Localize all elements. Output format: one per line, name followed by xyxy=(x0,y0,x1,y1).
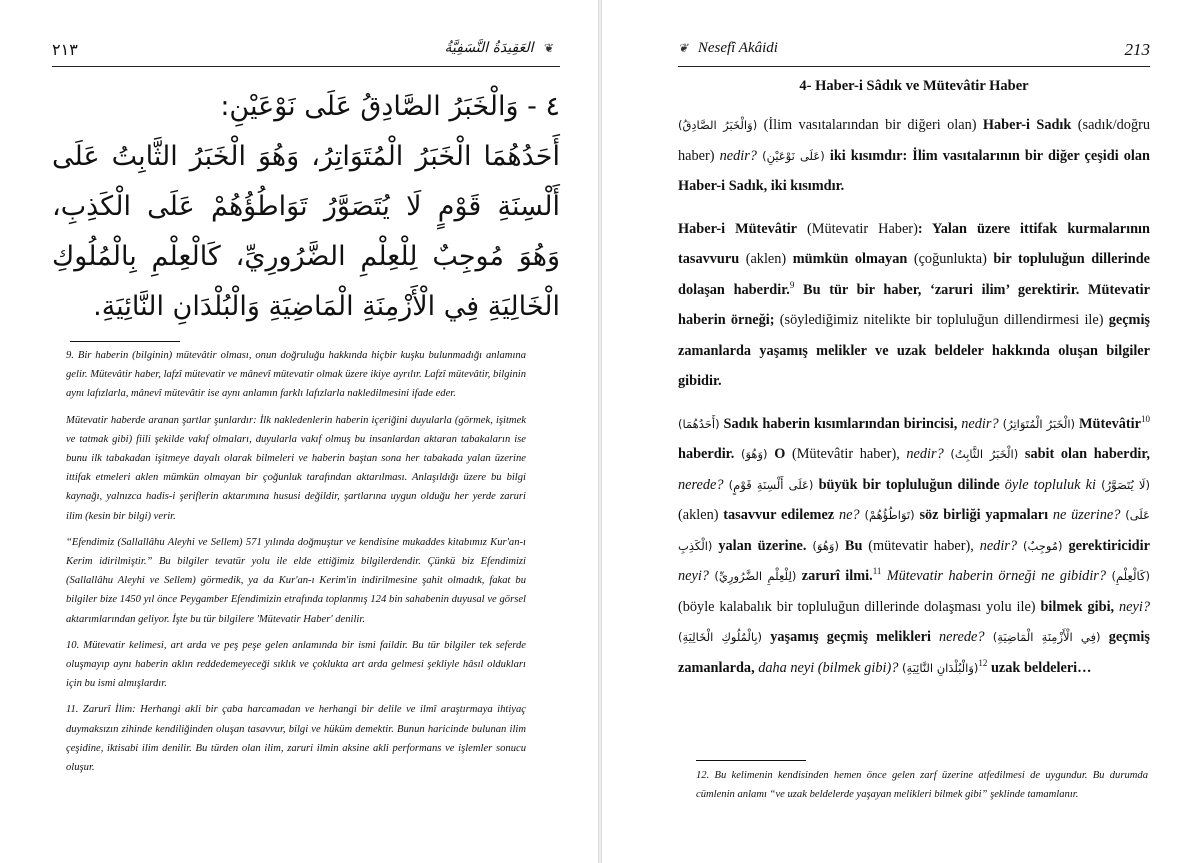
bold-text: haberdir. xyxy=(678,446,735,462)
question-text: nedir? xyxy=(979,537,1018,554)
right-header-rule xyxy=(678,66,1150,67)
footnote-9-cont-1: Mütevatir haberde aranan şartlar şunlardır: İlk nakledenlerin haberin içeriğini duyularla (görmek, işitmek ve tatmak gibi) fiili şekilde vakıf olmaları, duyularla vakıf olmuş bu insanlardan aktaran tabakaların ise bunu ilk tabakadan işitmeye dayalı olarak bilmeleri ve haberin baştan sona her tabakada yalan üzerine ittifak etmeleri aklen mümkün olmayan bir çoğunluk tarafından aktarılması. Anlaşıldığı üzere bu bilgi kaynağı, yalnızca hadis-i şeriflerin aktarımına hususi değildir, şartlarına uygun olduğu her yerde zaruri ilim (kesin bir bilgi) verir. xyxy=(66,414,526,522)
left-page xyxy=(0,0,598,863)
question-text: ne? xyxy=(838,507,860,523)
left-running-title xyxy=(444,40,560,56)
text: (çoğunlukta) xyxy=(907,251,994,267)
bold-text: büyük bir topluluğun dilinde xyxy=(818,476,1005,493)
arabic-term: (عَلَى الْكَذِبِ) xyxy=(678,508,1150,553)
bold-text: gerektiricidir xyxy=(1068,537,1150,554)
arabic-term: (كَالْعِلْمِ) xyxy=(1106,569,1150,583)
text: (söylediğimiz nitelikte bir topluluğun dillendirmesi ile) xyxy=(774,312,1109,328)
bold-text: yalan üzerine. xyxy=(718,537,807,554)
arabic-term: (وَالْخَبَرُ الصَّادِقُ) xyxy=(678,118,758,132)
arabic-term: (عَلَى أَلْسِنَةِ قَوْمٍ) xyxy=(723,477,819,492)
bold-text: uzak beldeleri… xyxy=(987,659,1092,676)
arabic-main-text xyxy=(52,82,560,332)
arabic-term: (الْخَبَرُ الثَّابِتُ) xyxy=(943,447,1025,461)
bold-text: söz birliği yapmaları xyxy=(919,507,1053,523)
text: (aklen) xyxy=(739,251,793,267)
arabic-term: (أَحَدُهُمَا) xyxy=(678,416,720,431)
left-running-title-text: العَقِيدَةُ النَّسَفِيَّةُ xyxy=(444,40,534,56)
question-text: nerede? xyxy=(678,476,724,493)
text: (sadık/doğru haber) xyxy=(678,117,1151,164)
ornament-icon: ❦ xyxy=(543,41,554,55)
text: (Mütevatir Haber) xyxy=(797,220,918,237)
arabic-term: (وَالْبُلْدَانِ النَّائِيَةِ) xyxy=(898,660,979,675)
question-text: Mütevatir haberin örneği ne gibidir? xyxy=(881,568,1107,584)
bold-text: Sadık haberin kısımlarından birincisi, xyxy=(719,415,962,432)
text: (böyle kalabalık bir topluluğun dillerinde dolaşması yolu ile) xyxy=(678,598,1041,615)
text: (aklen) xyxy=(678,507,724,523)
bold-text: bilmek gibi, xyxy=(1040,598,1120,615)
footnote-ref-10[interactable]: 10 xyxy=(1140,413,1150,424)
right-running-title-text: Nesefî Akâidi xyxy=(697,40,778,56)
left-footnote-rule xyxy=(70,341,180,342)
question-text: öyle topluluk ki xyxy=(1004,476,1096,493)
arabic-term: (عَلَى نَوْعَيْنِ) xyxy=(756,148,830,163)
text: (mütevatir haber), xyxy=(862,537,980,554)
left-header-rule xyxy=(52,66,560,67)
arabic-term: (مُوجِبٌ) xyxy=(1017,538,1069,553)
ornament-icon: ❦ xyxy=(678,41,689,55)
right-page-number: 213 xyxy=(1124,40,1150,59)
bold-text: Bu xyxy=(844,537,863,554)
arabic-term: (فِي الْأَزْمِنَةِ الْمَاضِيَةِ) xyxy=(984,630,1109,644)
text: (İlim vasıtalarından bir diğeri olan) xyxy=(757,117,983,133)
right-page xyxy=(602,0,1200,863)
question-text: ne üzerine? xyxy=(1052,507,1121,523)
question-text: daha neyi (bilmek gibi)? xyxy=(758,659,899,676)
right-running-head xyxy=(678,40,1150,64)
bold-text: sabit olan haberdir, xyxy=(1024,446,1150,462)
left-running-head xyxy=(52,40,560,64)
footnote-ref-11[interactable]: 11 xyxy=(872,566,882,577)
bold-text: mümkün olmayan xyxy=(792,251,908,267)
footnote-ref-12[interactable]: 12 xyxy=(978,657,988,668)
left-footnotes xyxy=(66,346,526,784)
left-page-number: ٢١٣ xyxy=(52,42,78,59)
section-title: 4- Haber-i Sâdık ve Mütevâtir Haber xyxy=(799,78,1029,94)
question-text: neyi? xyxy=(678,568,709,584)
footnote-9-cont-2: “Efendimiz (Sallallâhu Aleyhi ve Sellem) 571 yılında doğmuştur ve kendisine mukaddes kitabımız Kur'an-ı Kerim idirilmiştir.” Bu bilgiler tevatür yolu ile elde ettiğimiz bilgilerdendir. Çünkü biz Efendimizi (Sallallâhu Aleyhi ve Sellem) görmedik, ya da Kur'an-ı Kerim'in indirilmesine şahit olmadık, fakat bu bilgiler bize 1450 yıl önce Peygamber Efendimizin etrafında toplanmış 124 bin sahabenin duyusal ve görsel aktarımlarından geliyor. İşte bu tür bilgilere 'Mütevatir Haber' denilir. xyxy=(66,536,526,625)
paragraph-3 xyxy=(678,409,1150,684)
translation-body xyxy=(678,110,1150,695)
footnote-11: 11. Zarurî İlim: Herhangi akli bir çaba harcamadan ve herhangi bir delile ve ilmî araştırmaya ihtiyaç duymaksızın zihinde kendiliğinden oluşan tasavvur, bilgi ve hüküm demektir. Bunun haricinde bulunan ilim çeşidine, iktisabi ilim denilir. Bu türden olan ilim, zaruri ilmin aksine akli performans ve işlemler sonucu oluşur. xyxy=(66,704,526,774)
bold-text: yaşamış geçmiş melikleri xyxy=(770,629,940,645)
bold-text: O xyxy=(774,446,786,462)
paragraph-1 xyxy=(678,110,1150,202)
right-footnotes xyxy=(696,766,1148,811)
bold-text: Mütevâtir xyxy=(1079,415,1141,432)
question-text: nedir? xyxy=(961,415,999,432)
bold-text: geçmiş zamanlarda yaşamış melikler ve uzak beldeler hakkında oluşan bilgiler gibidir. xyxy=(678,312,1150,389)
bold-text: zarurî ilmi. xyxy=(801,568,873,584)
arabic-term: (وَهُوَ) xyxy=(734,447,775,461)
arabic-line-heading: ٤ - وَالْخَبَرُ الصَّادِقُ عَلَى نَوْعَيْنِ: xyxy=(220,91,560,122)
arabic-term: (الْخَبَرُ الْمُتَوَاتِرُ) xyxy=(998,416,1080,431)
footnote-ref-9[interactable]: 9 xyxy=(789,279,795,290)
arabic-term: (لِلْعِلْمِ الضَّرُورِيِّ) xyxy=(708,569,802,583)
question-text: nedir? xyxy=(719,147,757,164)
question-text: nedir? xyxy=(906,446,944,462)
arabic-term: (وَهُوَ) xyxy=(806,538,845,553)
arabic-term: (تَوَاطُؤُهُمْ) xyxy=(859,508,920,522)
footnote-10: 10. Mütevatir kelimesi, art arda ve peş peşe gelen anlamında bir ismi faildir. Bu tür bilgiler tek seferde oluşmayıp aynı haberin aklın reddedemeyeceği sıklık ve çoklukta art arda gelmesi şekliyle hâsıl oldukları için bu ismi almışlardır. xyxy=(66,639,526,690)
right-footnote-rule xyxy=(696,760,806,761)
arabic-term: (بِالْمُلُوكِ الْخَالِيَةِ) xyxy=(678,630,771,644)
question-text: neyi? xyxy=(1119,598,1150,615)
bold-text: geçmiş zamanlarda, xyxy=(678,629,1150,676)
right-running-title xyxy=(678,40,778,57)
bold-text: bir topluluğun dillerinde dolaşan haberdir. xyxy=(678,251,1151,298)
bold-text: Haber-i Sadık xyxy=(982,117,1072,133)
bold-text: : Yalan üzere ittifak kurmalarının tasavvuru xyxy=(678,220,1150,267)
footnote-12: 12. Bu kelimenin kendisinden hemen önce gelen zarf üzerine atfedilmesi de uygundur. Bu durumda cümlenin anlamı “ve uzak beldelerde yaşayan melikleri bilmek gibi” şeklinde tamamlanır. xyxy=(696,770,1148,801)
bold-text: Bu tür bir haber, ‘zaruri ilim’ gerektirir. Mütevatir haberin örneği; xyxy=(678,281,1150,328)
arabic-term: (لَا يُتَصَوَّرُ) xyxy=(1095,477,1150,492)
text: (Mütevâtir haber), xyxy=(785,446,907,462)
bold-text: tasavvur edilemez xyxy=(723,507,839,523)
bold-text: iki kısımdır: İlim vasıtalarının bir diğer çeşidi olan Haber-i Sadık, iki kısımdır. xyxy=(678,147,1150,194)
question-text: nerede? xyxy=(939,629,985,645)
arabic-paragraph: أَحَدُهُمَا الْخَبَرُ الْمُتَوَاتِرُ، وَهُوَ الْخَبَرُ الثَّابِتُ عَلَى أَلْسِنَةِ قَوْمٍ لَا يُتَصَوَّرُ تَوَاطُؤُهُمْ عَلَى الْكَذِبِ، وَهُوَ مُوجِبٌ لِلْعِلْمِ الضَّرُورِيِّ، كَالْعِلْمِ بِالْمُلُوكِ الْخَالِيَةِ فِي الْأَزْمِنَةِ الْمَاضِيَةِ وَالْبُلْدَانِ النَّائِيَةِ. xyxy=(52,141,560,322)
paragraph-2 xyxy=(678,214,1150,397)
footnote-9: 9. Bir haberin (bilginin) mütevâtir olması, onun doğruluğu hakkında hiçbir kuşku bulunmadığı anlamına gelir. Mütevâtir haber, lafzî mütevatir ve mânevî mütevatir olmak üzere ikiye ayrılır. Lafzî mütevâtir, bilginin aynı lafızlarla, mânevî mütevâtir ise aynı anlamın farklı lafızlarla nakledilmesini ifade eder. xyxy=(66,350,526,400)
bold-text: Haber-i Mütevâtir xyxy=(678,220,798,237)
